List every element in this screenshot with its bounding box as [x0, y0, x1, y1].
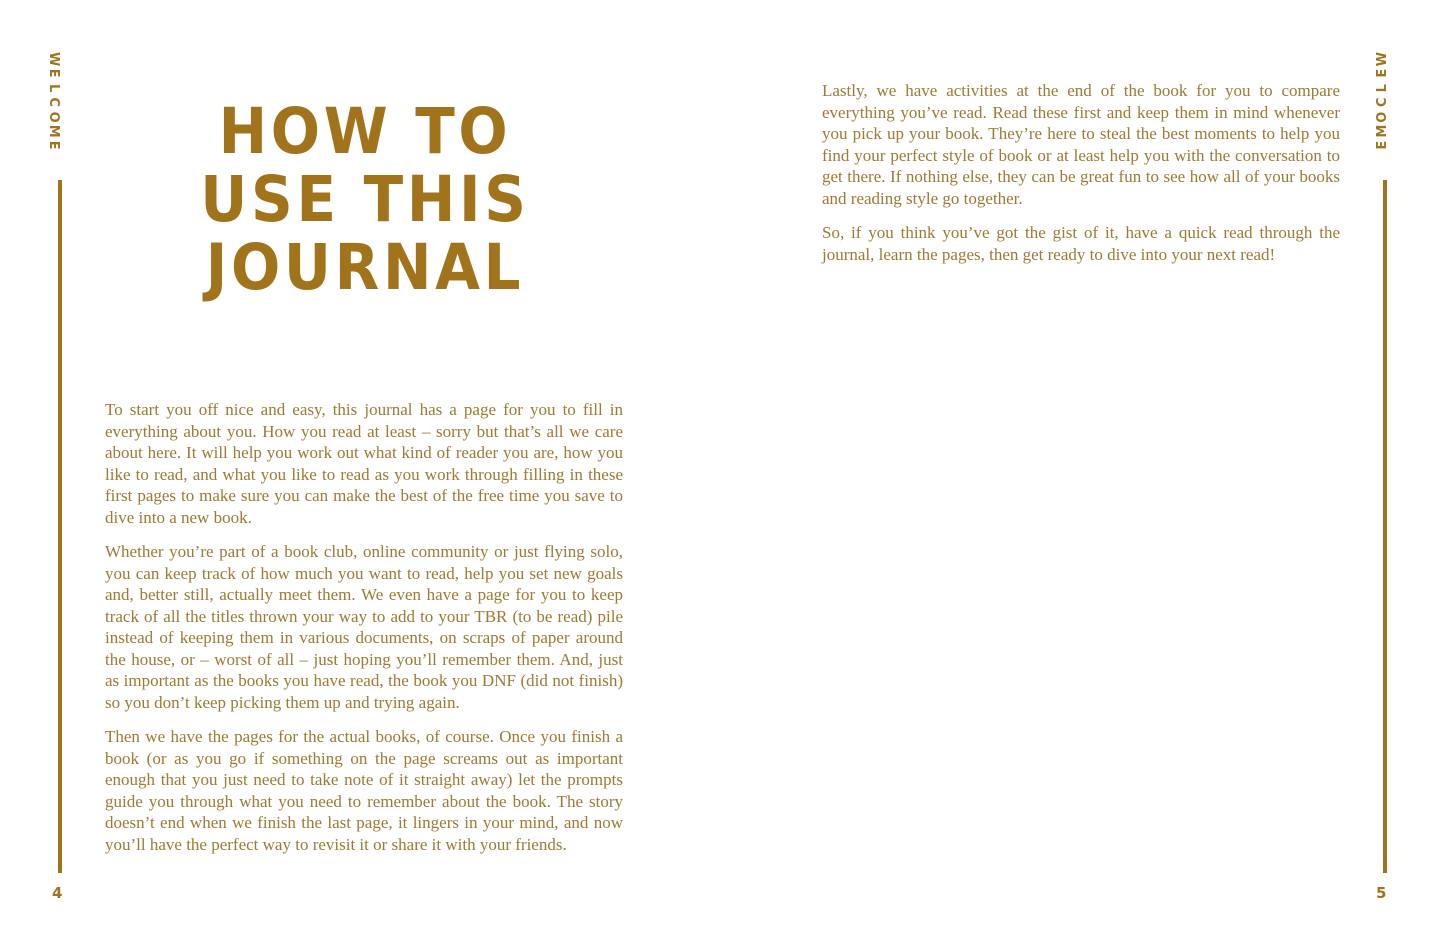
page-number-left: 4: [52, 884, 63, 902]
page-title-line: HOW TO: [218, 95, 512, 168]
welcome-edge-label-right: W E L C O M E: [1374, 52, 1390, 150]
body-paragraph: So, if you think you’ve got the gist of it, have a quick read through the journal, learn the pages, then get ready to dive into your next read!: [822, 223, 1340, 264]
body-paragraph: Lastly, we have activities at the end of the book for you to compare everything you’ve read. Read these first and keep them in mind whenever you pick up your book. They’re here to steal the best moments to help you find your perfect style of book or at least help you with the conversation to get there. If nothing else, they can be great fun to see how all of your books and reading style go together.: [822, 81, 1340, 208]
vertical-rule-right: [1383, 180, 1387, 873]
right-body-text: [822, 80, 1340, 278]
left-body-text: [105, 399, 623, 868]
page-title-line: USE THIS: [200, 163, 530, 236]
vertical-rule-left: [58, 180, 62, 873]
page-number-right: 5: [1376, 884, 1387, 902]
page-title-line: JOURNAL: [205, 231, 525, 304]
body-paragraph: Then we have the pages for the actual books, of course. Once you finish a book (or as you go if something on the page screams out as important enough that you just need to take note of it straight away) let the prompts guide you through what you need to remember about the book. The story doesn’t end when we finish the last page, it lingers in your mind, and now you’ll have the perfect way to revisit it or share it with your friends.: [105, 727, 623, 854]
body-paragraph: Whether you’re part of a book club, online community or just flying solo, you can keep track of how much you want to read, help you set new goals and, better still, actually meet them. We even have a page for you to keep track of all the titles thrown your way to add to your TBR (to be read) pile instead of keeping them in various documents, on scraps of paper around the house, or – worst of all – just hoping you’ll remember them. And, just as important as the books you have read, the book you DNF (did not finish) so you don’t keep picking them up and trying again.: [105, 542, 623, 712]
body-paragraph: To start you off nice and easy, this journal has a page for you to fill in everything about you. How you read at least – sorry but that’s all we care about here. It will help you work out what kind of reader you are, how you like to read, and what you like to read as you work through filling in these first pages to make sure you can make the best of the free time you save to dive into a new book.: [105, 400, 623, 527]
welcome-edge-label-left: W E L C O M E: [46, 52, 62, 150]
page-title: [117, 95, 614, 304]
